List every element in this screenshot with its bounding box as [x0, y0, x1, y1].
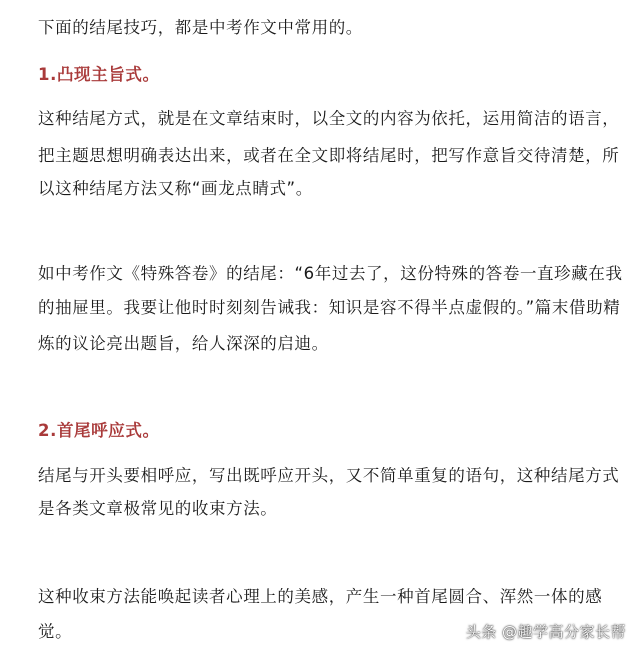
section2-heading: 2.首尾呼应式。 — [38, 421, 160, 440]
section1-para1-line: 这种结尾方式，就是在文章结束时，以全文的内容为依托，运用简洁的语言， — [38, 109, 620, 128]
section1-para1-line: 把主题思想明确表达出来，或者在全文即将结尾时，把写作意旨交待清楚，所 — [38, 146, 620, 165]
section1-para2-line: 的抽屉里。我要让他时时刻刻告诫我：知识是容不得半点虚假的。”篇末借助精 — [38, 298, 621, 317]
section1-para2-line: 炼的议论亮出题旨，给人深深的启迪。 — [38, 334, 329, 353]
intro-text: 下面的结尾技巧，都是中考作文中常用的。 — [38, 18, 363, 37]
section2-para2-line: 觉。 — [38, 622, 73, 641]
section2-para1-line: 是各类文章极常见的收束方法。 — [38, 499, 278, 518]
section2-para1-line: 结尾与开头要相呼应，写出既呼应开头，又不简单重复的语句，这种结尾方式 — [38, 466, 620, 485]
watermark: 头条 @趣学高分家长帮 — [465, 623, 626, 641]
section1-heading: 1.凸现主旨式。 — [38, 65, 160, 84]
section1-para2-line: 如中考作文《特殊答卷》的结尾：“6年过去了，这份特殊的答卷一直珍藏在我 — [38, 264, 623, 283]
section1-para1-line: 以这种结尾方法又称“画龙点睛式”。 — [38, 179, 313, 198]
section2-para2-line: 这种收束方法能唤起读者心理上的美感，产生一种首尾圆合、浑然一体的感 — [38, 587, 603, 606]
